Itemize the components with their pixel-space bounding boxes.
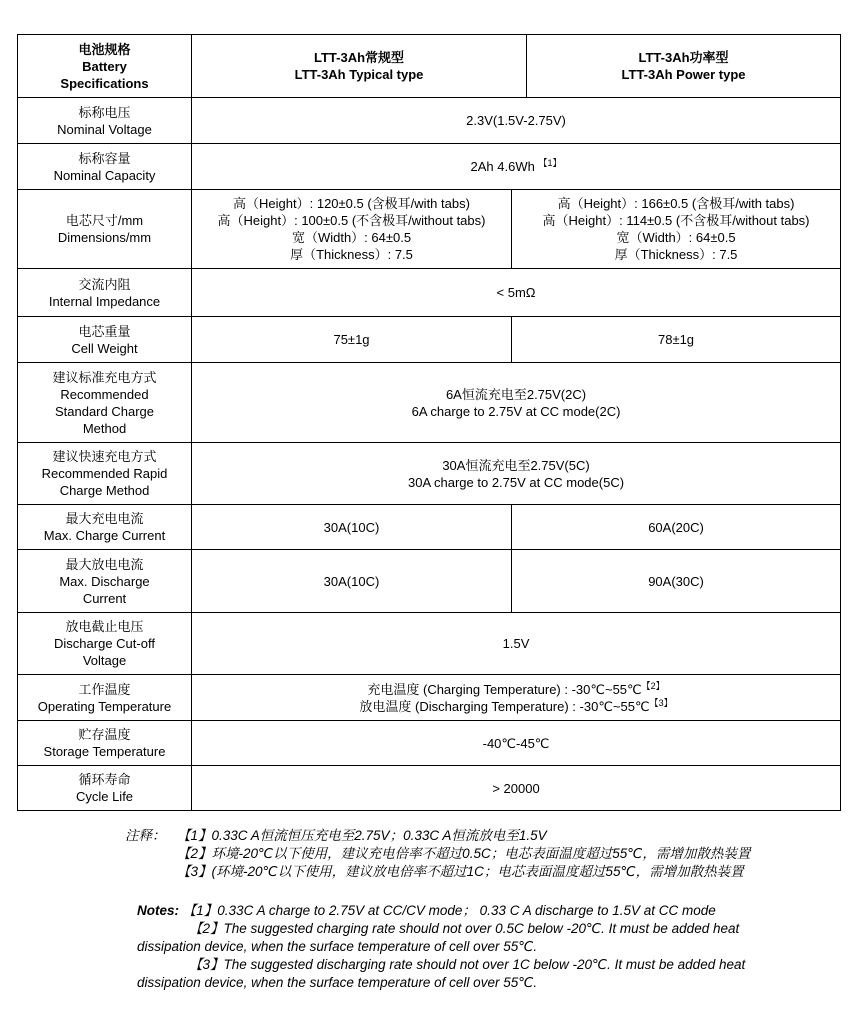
row-label <box>18 505 192 550</box>
row-label-cn: 标称容量 <box>78 150 131 166</box>
row-value <box>192 675 841 721</box>
value-line: 高（Height）: 100±0.5 (不含极耳/without tabs) <box>217 213 486 228</box>
value-line: 宽（Width）: 64±0.5 <box>616 230 736 245</box>
row-value <box>192 363 841 443</box>
row-value <box>192 269 841 317</box>
footnote-marker: 【3】 <box>649 697 673 708</box>
value-text: > 20000 <box>492 780 540 796</box>
value-text: 30A(10C) <box>323 519 380 535</box>
table-row <box>18 363 841 443</box>
row-label-en: Method <box>82 420 127 436</box>
table-row <box>18 550 841 613</box>
row-label-en: Nominal Capacity <box>53 167 156 183</box>
battery-spec-table <box>17 34 841 811</box>
table-row <box>18 766 841 811</box>
header-power-cn: LTT-3Ah功率型 <box>638 50 729 65</box>
note-en-3: 【3】The suggested discharging rate should not over 1C below -20℃. It must be added heat <box>189 957 746 972</box>
value-line-en: 30A charge to 2.75V at CC mode(5C) <box>407 474 625 490</box>
row-value-power <box>512 550 841 613</box>
value-line-charging: 充电温度 (Charging Temperature) : -30℃~55℃ <box>367 681 642 697</box>
row-label-cn: 建议标准充电方式 <box>52 369 157 385</box>
row-label <box>18 317 192 363</box>
row-label <box>18 144 192 190</box>
row-value-typical <box>192 550 512 613</box>
row-label <box>18 98 192 144</box>
table-row <box>18 443 841 505</box>
notes-en-label: Notes: <box>137 903 180 918</box>
value-text: < 5mΩ <box>496 285 536 300</box>
row-label-en: Operating Temperature <box>37 698 172 714</box>
value-text: 78±1g <box>657 332 695 347</box>
row-label-cn: 电芯重量 <box>78 323 131 339</box>
row-label-cn: 最大充电电流 <box>65 511 144 526</box>
header-power-en: LTT-3Ah Power type <box>621 67 746 82</box>
row-label <box>18 190 192 269</box>
note-en-2-cont: dissipation device, when the surface temperature of cell over 55℃. <box>137 939 538 954</box>
table-row <box>18 721 841 766</box>
row-label-en: Recommended Rapid <box>41 466 168 481</box>
header-spec-en2: Specifications <box>60 75 149 91</box>
header-cell-typical <box>192 35 527 98</box>
row-label-cn: 贮存温度 <box>78 727 131 742</box>
note-cn-1: 【1】0.33C A恒流恒压充电至2.75V；0.33C A恒流放电至1.5V <box>177 828 547 843</box>
row-value <box>192 721 841 766</box>
value-line-discharging: 放电温度 (Discharging Temperature) : -30℃~55℃ <box>359 698 650 714</box>
row-label-en: Recommended <box>60 386 149 402</box>
table-header-row <box>18 35 841 98</box>
header-spec-cn: 电池规格 <box>78 41 131 57</box>
row-label-cn: 循环寿命 <box>78 772 131 787</box>
value-line: 高（Height）: 114±0.5 (不含极耳/without tabs) <box>542 213 810 228</box>
row-value <box>192 144 841 190</box>
table-row <box>18 317 841 363</box>
row-label-en: Standard Charge <box>54 403 154 419</box>
table-row <box>18 190 841 269</box>
row-label-en: Max. Discharge <box>59 573 150 589</box>
value-line: 高（Height）: 120±0.5 (含极耳/with tabs) <box>233 196 470 211</box>
row-value-power <box>512 317 841 363</box>
header-cell-power <box>527 35 841 98</box>
value-line: 厚（Thickness）: 7.5 <box>290 247 413 262</box>
table-row <box>18 269 841 317</box>
row-label-cn: 放电截止电压 <box>65 619 144 634</box>
row-label-en: Current <box>82 590 127 606</box>
row-value-power <box>512 190 841 269</box>
note-cn-3: 【3】(环境-20℃以下使用，建议放电倍率不超过1C；电芯表面温度超过55℃，需增加散热装置 <box>177 864 744 879</box>
value-text: 1.5V <box>502 636 530 651</box>
value-line: 高（Height）: 166±0.5 (含极耳/with tabs) <box>557 196 795 211</box>
value-text: 75±1g <box>333 332 370 347</box>
value-text: 2Ah 4.6Wh <box>470 159 535 174</box>
row-value-typical <box>192 190 512 269</box>
row-label <box>18 269 192 317</box>
row-label-en: Cycle Life <box>75 789 134 804</box>
value-line-cn: 6A恒流充电至2.75V(2C) <box>445 386 587 402</box>
row-label <box>18 721 192 766</box>
row-label <box>18 766 192 811</box>
row-value-typical <box>192 505 512 550</box>
header-cell-spec <box>18 35 192 98</box>
footnote-marker: 【2】 <box>641 680 665 691</box>
notes-chinese <box>125 827 850 881</box>
table-row <box>18 144 841 190</box>
value-text: 2.3V(1.5V-2.75V) <box>466 113 566 128</box>
value-line: 宽（Width）: 64±0.5 <box>291 230 412 245</box>
row-value <box>192 766 841 811</box>
notes-cn-label: 注释： <box>125 828 166 843</box>
row-label-en: Max. Charge Current <box>43 528 166 543</box>
value-text: -40℃-45℃ <box>482 735 550 751</box>
value-text: 30A(10C) <box>323 573 380 589</box>
note-cn-2: 【2】环境-20℃以下使用，建议充电倍率不超过0.5C；电芯表面温度超过55℃，需增加散热装置 <box>177 846 751 861</box>
value-text: 60A(20C) <box>648 519 704 535</box>
note-en-3-cont: dissipation device, when the surface temperature of cell over 55℃. <box>137 975 538 990</box>
row-label-cn: 建议快速充电方式 <box>52 449 157 464</box>
value-line: 厚（Thickness）: 7.5 <box>614 247 738 262</box>
header-spec-en1: Battery <box>82 58 127 74</box>
row-label-en: Nominal Voltage <box>57 121 152 137</box>
table-row <box>18 613 841 675</box>
row-label-cn: 交流内阻 <box>78 276 131 292</box>
row-label <box>18 443 192 505</box>
table-row <box>18 505 841 550</box>
header-typical-en: LTT-3Ah Typical type <box>294 67 424 82</box>
header-typical-cn: LTT-3Ah常规型 <box>314 50 405 65</box>
table-row <box>18 98 841 144</box>
notes-english <box>137 902 837 992</box>
row-label-cn: 工作温度 <box>78 681 131 697</box>
row-label-cn: 电芯尺寸/mm <box>65 213 144 228</box>
row-label-cn: 标称电压 <box>78 104 131 120</box>
row-label <box>18 613 192 675</box>
row-label <box>18 675 192 721</box>
note-en-1: 【1】0.33C A charge to 2.75V at CC/CV mode； 0.33 C A discharge to 1.5V at CC mode <box>182 903 716 918</box>
row-label-en: Internal Impedance <box>48 293 161 309</box>
row-label-cn: 最大放电电流 <box>65 556 144 572</box>
row-value-power <box>512 505 841 550</box>
row-value <box>192 613 841 675</box>
row-label-en: Charge Method <box>59 483 150 498</box>
row-label-en: Dimensions/mm <box>57 230 152 245</box>
footnote-marker: 【1】 <box>538 158 562 168</box>
row-value <box>192 443 841 505</box>
row-value <box>192 98 841 144</box>
row-label-en: Discharge Cut-off <box>54 636 155 651</box>
row-label <box>18 550 192 613</box>
note-en-2: 【2】The suggested charging rate should not over 0.5C below -20℃. It must be added heat <box>189 921 740 936</box>
row-label-en: Cell Weight <box>71 340 138 356</box>
row-label-en: Storage Temperature <box>43 744 166 759</box>
row-label <box>18 363 192 443</box>
table-row <box>18 675 841 721</box>
value-text: 90A(30C) <box>648 573 704 589</box>
row-value-typical <box>192 317 512 363</box>
row-label-en: Voltage <box>82 653 127 668</box>
value-line-cn: 30A恒流充电至2.75V(5C) <box>442 457 590 473</box>
value-line-en: 6A charge to 2.75V at CC mode(2C) <box>411 403 621 419</box>
